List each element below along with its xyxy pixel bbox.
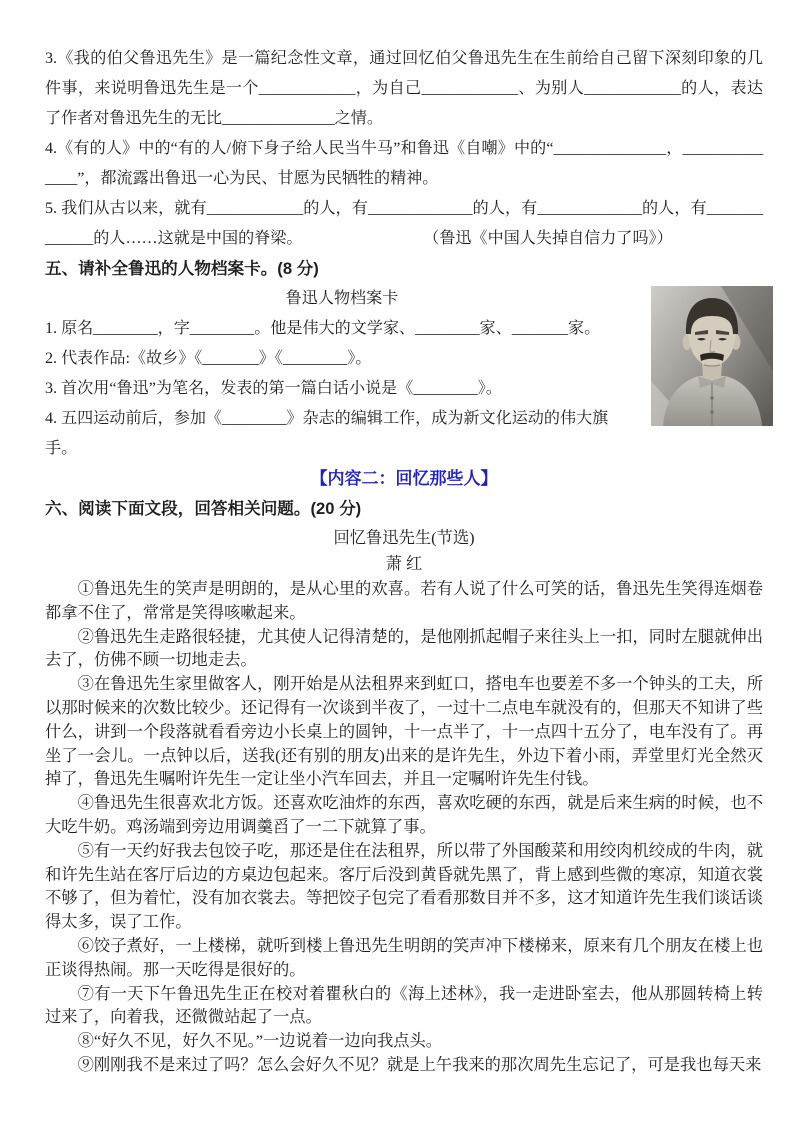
passage-paragraph-7: ⑦有一天下午鲁迅先生正在校对着瞿秋白的《海上述林》，我一走进卧室去，他从那圆转椅上转过来了，向着我，还微微站起了一点。 [45,983,763,1027]
question-3: 3.《我的伯父鲁迅先生》是一篇纪念性文章，通过回忆伯父鲁迅先生在生前给自己留下深刻印象的几件事，来说明鲁迅先生是一个____________，为自己____________、为别人____________的人，表达了作者对鲁迅先生的无比______________之情。 [45,50,763,127]
profile-card-title: 鲁迅人物档案卡 [285,290,399,307]
passage-paragraph-3: ③在鲁迅先生家里做客人，刚开始是从法租界来到虹口，搭电车也要差不多一个钟头的工夫，所以那时候来的次数比较少。还记得有一次谈到半夜了，一过十二点电车就没有的，但那天不知讲了些什么，讲到一个段落就看看旁边小长桌上的圆钟，十一点半了，十一点四十五分了，电车没有了。再坐了一会儿。一点钟以后，送我(还有别的朋友)出来的是许先生，外边下着小雨，弄堂里灯光全然灭掉了，鲁迅先生嘱咐许先生一定让坐小汽车回去，并且一定嘱咐许先生付钱。 [45,674,763,789]
passage-paragraph-1: ①鲁迅先生的笑声是明朗的，是从心里的欢喜。若有人说了什么可笑的话，鲁迅先生笑得连烟卷都拿不住了，常常是笑得咳嗽起来。 [45,579,763,622]
content-two-banner: 【内容二：回忆那些人】 [310,469,498,488]
passage-paragraph-8: ⑧“好久不见，好久不见。”一边说着一边向我点头。 [77,1031,443,1051]
section-five [45,254,763,464]
question-5 [45,194,763,254]
profile-card-item-2: 2. 代表作品:《故乡》《_______》《________》。 [45,350,372,367]
passage-body [45,577,763,1077]
passage-paragraph-5: ⑤有一天约好我去包饺子吃，那还是住在法租界，所以带了外国酸菜和用绞肉机绞成的牛肉，就和许先生站在客厅后边的方桌边包起来。客厅后没到黄昏就先黑了，背上感到些微的寒凉，知道衣裳不够了，但为着忙，没有加衣裳去。等把饺子包完了看看那数目并不多，这才知道许先生我们谈话谈得太多，误了工作。 [45,840,763,932]
passage-paragraph-9: ⑨刚刚我不是来过了吗？怎么会好久不见？就是上午我来的那次周先生忘记了，可是我也每天来 [77,1054,762,1074]
profile-card [45,284,763,464]
question-5-citation: （鲁迅《中国人失掉自信力了吗》） [431,230,673,247]
section-six-heading: 六、阅读下面文段，回答相关问题。(20 分) [45,499,362,518]
profile-card-item-3: 3. 首次用“鲁迅”为笔名，发表的第一篇白话小说是《________》。 [45,380,502,397]
fill-in-questions [45,44,763,254]
passage-author: 萧 红 [385,554,423,573]
passage-title: 回忆鲁迅先生(节选) [333,528,475,547]
section-six [45,494,763,1077]
profile-card-item-1: 1. 原名________，字________。他是伟大的文学家、________家、_______家。 [45,320,601,337]
passage-paragraph-2: ②鲁迅先生走路很轻捷，尤其使人记得清楚的，是他刚抓起帽子来往头上一扣，同时左腿就伸出去了，仿佛不顾一切地走去。 [45,626,763,670]
section-five-heading: 五、请补全鲁迅的人物档案卡。(8 分) [45,259,319,278]
profile-card-item-4: 4. 五四运动前后，参加《________》杂志的编辑工作，成为新文化运动的伟大旗手。 [45,410,609,457]
passage-paragraph-4: ④鲁迅先生很喜欢北方饭。还喜欢吃油炸的东西，喜欢吃硬的东西，就是后来生病的时候，也不大吃牛奶。鸡汤端到旁边用调羹舀了一二下就算了事。 [45,793,763,836]
luxun-portrait-photo [651,286,773,426]
question-4: 4.《有的人》中的“有的人/俯下身子给人民当牛马”和鲁迅《自嘲》中的“______________，______________”，都流露出鲁迅一心为民、甘愿为民牺牲的精神。 [45,140,763,187]
question-5-text: 5. 我们从古以来，就有____________的人，有_____________的人，有_____________的人，有_____________的人……这就是中国的脊梁。 [45,200,763,247]
passage-paragraph-6: ⑥饺子煮好，一上楼梯，就听到楼上鲁迅先生明朗的笑声冲下楼梯来，原来有几个朋友在楼上也正谈得热闹。那一天吃得是很好的。 [45,935,763,979]
